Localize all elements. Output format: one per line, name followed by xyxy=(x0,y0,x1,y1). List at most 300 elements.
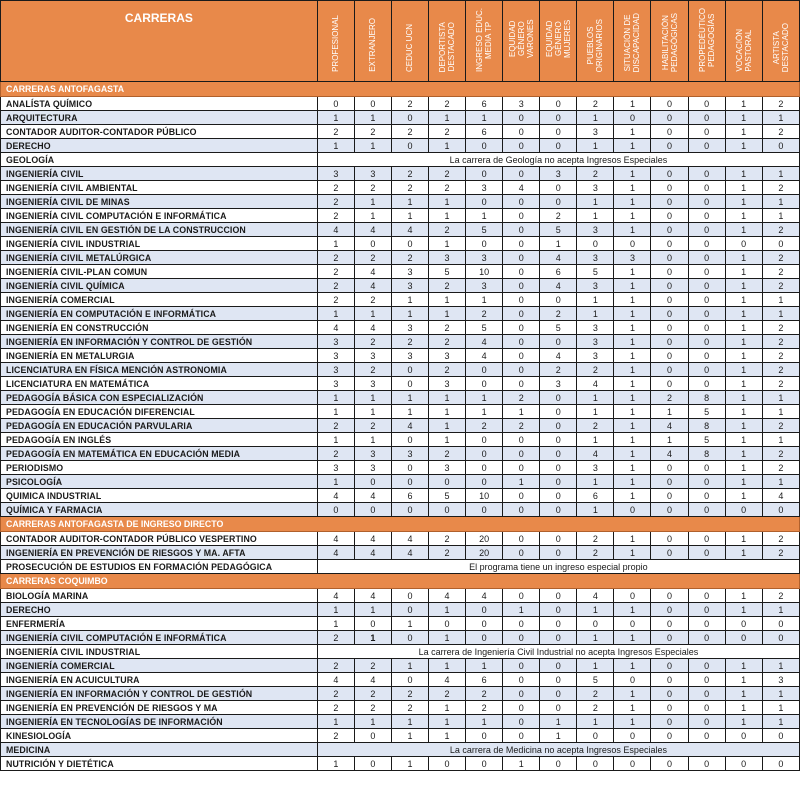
quota-cell: 2 xyxy=(317,125,354,139)
quota-cell: 1 xyxy=(725,349,762,363)
quota-cell: 1 xyxy=(614,475,651,489)
quota-cell: 6 xyxy=(540,265,577,279)
career-name: INGENIERÍA EN METALURGIA xyxy=(1,349,318,363)
table-row xyxy=(1,715,800,729)
quota-cell: 0 xyxy=(651,139,688,153)
quota-cell: 1 xyxy=(391,195,428,209)
quota-cell: 4 xyxy=(577,377,614,391)
quota-cell: 0 xyxy=(762,237,799,251)
quota-cell: 0 xyxy=(688,167,725,181)
career-name: PEDAGOGÍA BÁSICA CON ESPECIALIZACIÓN xyxy=(1,391,318,405)
career-name: MEDICINA xyxy=(1,743,318,757)
career-name: INGENIERÍA CIVIL DE MINAS xyxy=(1,195,318,209)
quota-cell: 0 xyxy=(651,251,688,265)
quota-cell: 0 xyxy=(354,729,391,743)
quota-cell: 1 xyxy=(614,349,651,363)
quota-cell: 6 xyxy=(466,673,503,687)
quota-cell: 0 xyxy=(614,757,651,771)
quota-cell: 0 xyxy=(503,489,540,503)
quota-cell: 0 xyxy=(688,139,725,153)
quota-cell: 2 xyxy=(317,701,354,715)
quota-cell: 4 xyxy=(540,251,577,265)
quota-cell: 0 xyxy=(466,503,503,517)
quota-cell: 1 xyxy=(614,631,651,645)
quota-cell: 0 xyxy=(762,617,799,631)
quota-cell: 5 xyxy=(429,265,466,279)
quota-cell: 3 xyxy=(466,279,503,293)
quota-cell: 0 xyxy=(503,589,540,603)
table-row xyxy=(1,603,800,617)
quota-cell: 0 xyxy=(540,532,577,546)
quota-cell: 1 xyxy=(354,307,391,321)
quota-cell: 1 xyxy=(577,209,614,223)
quota-cell: 0 xyxy=(354,237,391,251)
quota-cell: 1 xyxy=(614,335,651,349)
quota-cell: 0 xyxy=(688,503,725,517)
quota-cell: 0 xyxy=(503,546,540,560)
quota-cell: 0 xyxy=(354,97,391,111)
career-name: INGENIERÍA COMERCIAL xyxy=(1,293,318,307)
quota-cell: 4 xyxy=(762,489,799,503)
quota-cell: 1 xyxy=(614,447,651,461)
table-row xyxy=(1,307,800,321)
quota-cell: 1 xyxy=(614,603,651,617)
quota-cell: 1 xyxy=(614,125,651,139)
quota-cell: 0 xyxy=(762,139,799,153)
quota-cell: 5 xyxy=(688,433,725,447)
quota-cell: 1 xyxy=(391,617,428,631)
quota-cell: 2 xyxy=(429,546,466,560)
quota-cell: 0 xyxy=(354,617,391,631)
quota-cell: 0 xyxy=(429,757,466,771)
quota-cell: 3 xyxy=(391,265,428,279)
column-header-label: CEDUC UCN xyxy=(405,24,415,72)
column-header-label: PROFESIONAL xyxy=(331,15,341,72)
column-header-label: INGRESO EDUC. MEDIA TP xyxy=(475,7,494,72)
quota-cell: 5 xyxy=(466,223,503,237)
career-name: PEDAGOGÍA EN MATEMÁTICA EN EDUCACIÓN MEDIA xyxy=(1,447,318,461)
quota-cell: 4 xyxy=(391,546,428,560)
quota-cell: 0 xyxy=(429,503,466,517)
quota-cell: 1 xyxy=(762,701,799,715)
quota-cell: 1 xyxy=(725,447,762,461)
quota-cell: 0 xyxy=(688,293,725,307)
quota-cell: 0 xyxy=(503,617,540,631)
quota-cell: 1 xyxy=(429,307,466,321)
quota-cell: 4 xyxy=(354,589,391,603)
quota-cell: 0 xyxy=(651,631,688,645)
quota-cell: 1 xyxy=(540,729,577,743)
quota-cell: 1 xyxy=(540,715,577,729)
quota-cell: 3 xyxy=(317,363,354,377)
quota-cell: 2 xyxy=(466,419,503,433)
quota-cell: 1 xyxy=(614,167,651,181)
quota-cell: 0 xyxy=(651,335,688,349)
quota-cell: 2 xyxy=(577,419,614,433)
table-row xyxy=(1,757,800,771)
quota-cell: 5 xyxy=(577,265,614,279)
quota-cell: 3 xyxy=(354,349,391,363)
quota-cell: 2 xyxy=(762,265,799,279)
career-name: INGENIERÍA CIVIL INDUSTRIAL xyxy=(1,645,318,659)
column-header xyxy=(614,1,651,82)
quota-cell: 0 xyxy=(540,659,577,673)
quota-cell: 1 xyxy=(651,405,688,419)
quota-cell: 2 xyxy=(391,181,428,195)
quota-cell: 0 xyxy=(688,125,725,139)
quota-cell: 1 xyxy=(614,223,651,237)
quota-cell: 1 xyxy=(725,293,762,307)
quota-cell: 1 xyxy=(614,181,651,195)
quota-cell: 2 xyxy=(577,532,614,546)
quota-cell: 0 xyxy=(391,475,428,489)
quota-cell: 0 xyxy=(540,447,577,461)
quota-cell: 1 xyxy=(429,209,466,223)
quota-cell: 0 xyxy=(651,546,688,560)
column-header-label: VOCACIÓN PASTORAL xyxy=(734,29,753,72)
quota-cell: 0 xyxy=(688,181,725,195)
quota-cell: 1 xyxy=(577,433,614,447)
table-row xyxy=(1,363,800,377)
quota-cell: 0 xyxy=(466,167,503,181)
quota-cell: 1 xyxy=(725,167,762,181)
quota-cell: 3 xyxy=(429,349,466,363)
career-name: INGENIERÍA EN ACUICULTURA xyxy=(1,673,318,687)
quota-cell: 2 xyxy=(540,307,577,321)
quota-cell: 1 xyxy=(429,293,466,307)
quota-cell: 6 xyxy=(466,97,503,111)
quota-cell: 0 xyxy=(503,237,540,251)
table-row xyxy=(1,167,800,181)
quota-cell: 1 xyxy=(725,279,762,293)
table-row xyxy=(1,631,800,645)
table-row xyxy=(1,279,800,293)
quota-cell: 2 xyxy=(762,532,799,546)
career-name: INGENIERÍA EN PREVENCIÓN DE RIESGOS Y MA. AFTA xyxy=(1,546,318,560)
quota-cell: 1 xyxy=(725,589,762,603)
quota-cell: 2 xyxy=(540,209,577,223)
quota-cell: 0 xyxy=(354,503,391,517)
quota-cell: 2 xyxy=(429,279,466,293)
quota-cell: 0 xyxy=(688,475,725,489)
quota-cell: 4 xyxy=(651,419,688,433)
quota-cell: 2 xyxy=(317,181,354,195)
quota-cell: 0 xyxy=(688,659,725,673)
table-row xyxy=(1,645,800,659)
quota-cell: 2 xyxy=(429,335,466,349)
quota-cell: 0 xyxy=(725,757,762,771)
table-row xyxy=(1,153,800,167)
quota-cell: 2 xyxy=(762,546,799,560)
quota-cell: 3 xyxy=(317,377,354,391)
career-name: PSICOLOGÍA xyxy=(1,475,318,489)
quota-cell: 0 xyxy=(614,503,651,517)
table-row xyxy=(1,391,800,405)
quota-cell: 0 xyxy=(466,631,503,645)
quota-cell: 0 xyxy=(688,489,725,503)
quota-cell: 0 xyxy=(429,617,466,631)
quota-cell: 6 xyxy=(466,125,503,139)
quota-cell: 0 xyxy=(725,237,762,251)
quota-cell: 2 xyxy=(354,701,391,715)
quota-cell: 1 xyxy=(503,405,540,419)
career-name: INGENIERÍA EN INFORMACIÓN Y CONTROL DE GESTIÓN xyxy=(1,335,318,349)
table-row xyxy=(1,209,800,223)
quota-cell: 1 xyxy=(725,321,762,335)
quota-cell: 0 xyxy=(503,321,540,335)
quota-cell: 2 xyxy=(354,181,391,195)
quota-cell: 1 xyxy=(466,405,503,419)
career-name: INGENIERÍA CIVIL EN GESTIÓN DE LA CONSTRUCCION xyxy=(1,223,318,237)
quota-cell: 2 xyxy=(317,209,354,223)
column-header-label: PROPEDÉUTICO PEDAGOGÍAS xyxy=(697,7,716,72)
quota-cell: 0 xyxy=(466,461,503,475)
quota-cell: 1 xyxy=(354,391,391,405)
career-name: PEDAGOGÍA EN EDUCACIÓN DIFERENCIAL xyxy=(1,405,318,419)
quota-cell: 3 xyxy=(577,349,614,363)
quota-cell: 1 xyxy=(725,433,762,447)
quota-cell: 0 xyxy=(503,447,540,461)
quota-cell: 1 xyxy=(317,111,354,125)
table-row xyxy=(1,237,800,251)
quota-cell: 0 xyxy=(466,729,503,743)
quota-cell: 0 xyxy=(317,97,354,111)
quota-cell: 1 xyxy=(725,97,762,111)
quota-cell: 0 xyxy=(651,603,688,617)
quota-cell: 0 xyxy=(466,603,503,617)
career-name: DERECHO xyxy=(1,603,318,617)
quota-cell: 3 xyxy=(577,321,614,335)
quota-cell: 0 xyxy=(651,715,688,729)
quota-cell: 1 xyxy=(429,195,466,209)
quota-cell: 0 xyxy=(688,321,725,335)
table-row xyxy=(1,377,800,391)
quota-cell: 4 xyxy=(503,181,540,195)
quota-cell: 0 xyxy=(651,701,688,715)
section-header-row xyxy=(1,517,800,532)
quota-cell: 1 xyxy=(391,757,428,771)
quota-cell: 5 xyxy=(429,489,466,503)
quota-cell: 1 xyxy=(614,279,651,293)
quota-cell: 1 xyxy=(725,489,762,503)
quota-cell: 0 xyxy=(651,532,688,546)
quota-cell: 0 xyxy=(391,503,428,517)
quota-cell: 3 xyxy=(354,461,391,475)
quota-cell: 2 xyxy=(429,447,466,461)
quota-cell: 1 xyxy=(725,223,762,237)
quota-cell: 2 xyxy=(466,701,503,715)
quota-cell: 0 xyxy=(577,617,614,631)
career-name: INGENIERÍA EN INFORMACIÓN Y CONTROL DE GESTIÓN xyxy=(1,687,318,701)
quota-cell: 1 xyxy=(762,475,799,489)
quota-cell: 0 xyxy=(614,729,651,743)
quota-cell: 0 xyxy=(540,489,577,503)
quota-cell: 1 xyxy=(391,307,428,321)
quota-cell: 0 xyxy=(391,631,428,645)
quota-cell: 1 xyxy=(429,603,466,617)
table-row xyxy=(1,659,800,673)
career-name: PROSECUCIÓN DE ESTUDIOS EN FORMACIÓN PEDAGÓGICA xyxy=(1,560,318,574)
column-header-label: EQUIDAD GÉNERO VARONES xyxy=(507,19,535,59)
quota-cell: 0 xyxy=(503,293,540,307)
quota-cell: 0 xyxy=(688,237,725,251)
quota-cell: 0 xyxy=(688,265,725,279)
quota-cell: 0 xyxy=(466,757,503,771)
section-header-row xyxy=(1,82,800,97)
quota-cell: 0 xyxy=(651,589,688,603)
quota-cell: 0 xyxy=(651,307,688,321)
quota-cell: 0 xyxy=(614,589,651,603)
quota-cell: 3 xyxy=(577,223,614,237)
quota-cell: 0 xyxy=(503,461,540,475)
quota-cell: 1 xyxy=(614,433,651,447)
quota-cell: 2 xyxy=(317,265,354,279)
quota-cell: 1 xyxy=(317,237,354,251)
quota-cell: 1 xyxy=(725,209,762,223)
quota-cell: 1 xyxy=(725,377,762,391)
table-row xyxy=(1,475,800,489)
quota-cell: 3 xyxy=(540,167,577,181)
quota-cell: 0 xyxy=(503,209,540,223)
quota-cell: 3 xyxy=(577,279,614,293)
quota-cell: 0 xyxy=(651,617,688,631)
header-row xyxy=(1,1,800,82)
quota-cell: 1 xyxy=(762,405,799,419)
quota-cell: 3 xyxy=(577,251,614,265)
quota-cell: 0 xyxy=(503,631,540,645)
quota-cell: 1 xyxy=(762,659,799,673)
quota-cell: 1 xyxy=(354,405,391,419)
quota-cell: 0 xyxy=(651,321,688,335)
quota-cell: 2 xyxy=(429,125,466,139)
table-row xyxy=(1,195,800,209)
quota-cell: 0 xyxy=(651,475,688,489)
quota-cell: 0 xyxy=(725,617,762,631)
quota-cell: 0 xyxy=(651,673,688,687)
table-row xyxy=(1,265,800,279)
quota-cell: 0 xyxy=(688,687,725,701)
quota-cell: 1 xyxy=(614,265,651,279)
quota-cell: 0 xyxy=(466,237,503,251)
career-name: INGENIERÍA CIVIL QUÍMICA xyxy=(1,279,318,293)
quota-cell: 4 xyxy=(391,532,428,546)
row-note: La carrera de Medicina no acepta Ingresos Especiales xyxy=(317,743,799,757)
quota-cell: 2 xyxy=(429,532,466,546)
quota-cell: 0 xyxy=(466,433,503,447)
quota-cell: 1 xyxy=(466,715,503,729)
quota-cell: 6 xyxy=(391,489,428,503)
career-name: ENFERMERÍA xyxy=(1,617,318,631)
quota-cell: 0 xyxy=(651,195,688,209)
quota-cell: 0 xyxy=(688,349,725,363)
career-name: LICENCIATURA EN MATEMÁTICA xyxy=(1,377,318,391)
quota-cell: 0 xyxy=(503,503,540,517)
section-title: CARRERAS COQUIMBO xyxy=(1,574,800,589)
quota-cell: 4 xyxy=(540,349,577,363)
quota-cell: 0 xyxy=(540,503,577,517)
quota-cell: 2 xyxy=(762,321,799,335)
table-row xyxy=(1,321,800,335)
quota-cell: 1 xyxy=(429,715,466,729)
quota-cell: 1 xyxy=(725,687,762,701)
quota-cell: 3 xyxy=(317,335,354,349)
quota-cell: 1 xyxy=(762,391,799,405)
row-note: El programa tiene un ingreso especial propio xyxy=(317,560,799,574)
quota-cell: 1 xyxy=(354,715,391,729)
quota-cell: 6 xyxy=(577,489,614,503)
quota-cell: 0 xyxy=(503,167,540,181)
quota-cell: 2 xyxy=(391,125,428,139)
career-name: ANALÍSTA QUÍMICO xyxy=(1,97,318,111)
quota-cell: 1 xyxy=(391,729,428,743)
quota-cell: 3 xyxy=(391,349,428,363)
quota-cell: 0 xyxy=(540,617,577,631)
quota-cell: 2 xyxy=(762,223,799,237)
quota-cell: 1 xyxy=(391,715,428,729)
quota-cell: 4 xyxy=(317,489,354,503)
quota-cell: 2 xyxy=(429,97,466,111)
quota-cell: 4 xyxy=(317,532,354,546)
quota-cell: 0 xyxy=(466,475,503,489)
quota-cell: 0 xyxy=(688,377,725,391)
quota-cell: 4 xyxy=(577,447,614,461)
section-title: CARRERAS ANTOFAGASTA DE INGRESO DIRECTO xyxy=(1,517,800,532)
quota-cell: 0 xyxy=(651,125,688,139)
quota-cell: 0 xyxy=(688,631,725,645)
quota-cell: 1 xyxy=(540,237,577,251)
quota-cell: 2 xyxy=(429,167,466,181)
column-header xyxy=(725,1,762,82)
quota-cell: 0 xyxy=(688,223,725,237)
quota-cell: 1 xyxy=(614,209,651,223)
quota-cell: 0 xyxy=(466,377,503,391)
quota-cell: 1 xyxy=(577,111,614,125)
column-header xyxy=(354,1,391,82)
quota-cell: 0 xyxy=(503,729,540,743)
table-row xyxy=(1,589,800,603)
quota-cell: 1 xyxy=(317,475,354,489)
quota-cell: 3 xyxy=(317,461,354,475)
quota-cell: 8 xyxy=(688,419,725,433)
quota-cell: 2 xyxy=(317,659,354,673)
quota-cell: 3 xyxy=(614,251,651,265)
quota-cell: 0 xyxy=(614,111,651,125)
quota-cell: 2 xyxy=(391,97,428,111)
quota-cell: 0 xyxy=(503,433,540,447)
quota-cell: 0 xyxy=(466,139,503,153)
quota-cell: 2 xyxy=(354,125,391,139)
quota-cell: 1 xyxy=(391,659,428,673)
quota-cell: 1 xyxy=(577,391,614,405)
table-row xyxy=(1,447,800,461)
quota-cell: 1 xyxy=(651,433,688,447)
quota-cell: 1 xyxy=(725,335,762,349)
quota-cell: 2 xyxy=(577,687,614,701)
quota-cell: 2 xyxy=(577,167,614,181)
quota-cell: 0 xyxy=(503,377,540,391)
table-row xyxy=(1,419,800,433)
quota-cell: 0 xyxy=(688,363,725,377)
quota-cell: 0 xyxy=(540,293,577,307)
quota-cell: 1 xyxy=(725,391,762,405)
quota-cell: 20 xyxy=(466,546,503,560)
quota-cell: 0 xyxy=(651,503,688,517)
quota-cell: 0 xyxy=(651,279,688,293)
career-name: KINESIOLOGÍA xyxy=(1,729,318,743)
quota-cell: 1 xyxy=(466,209,503,223)
quota-cell: 2 xyxy=(651,391,688,405)
quota-cell: 0 xyxy=(354,757,391,771)
